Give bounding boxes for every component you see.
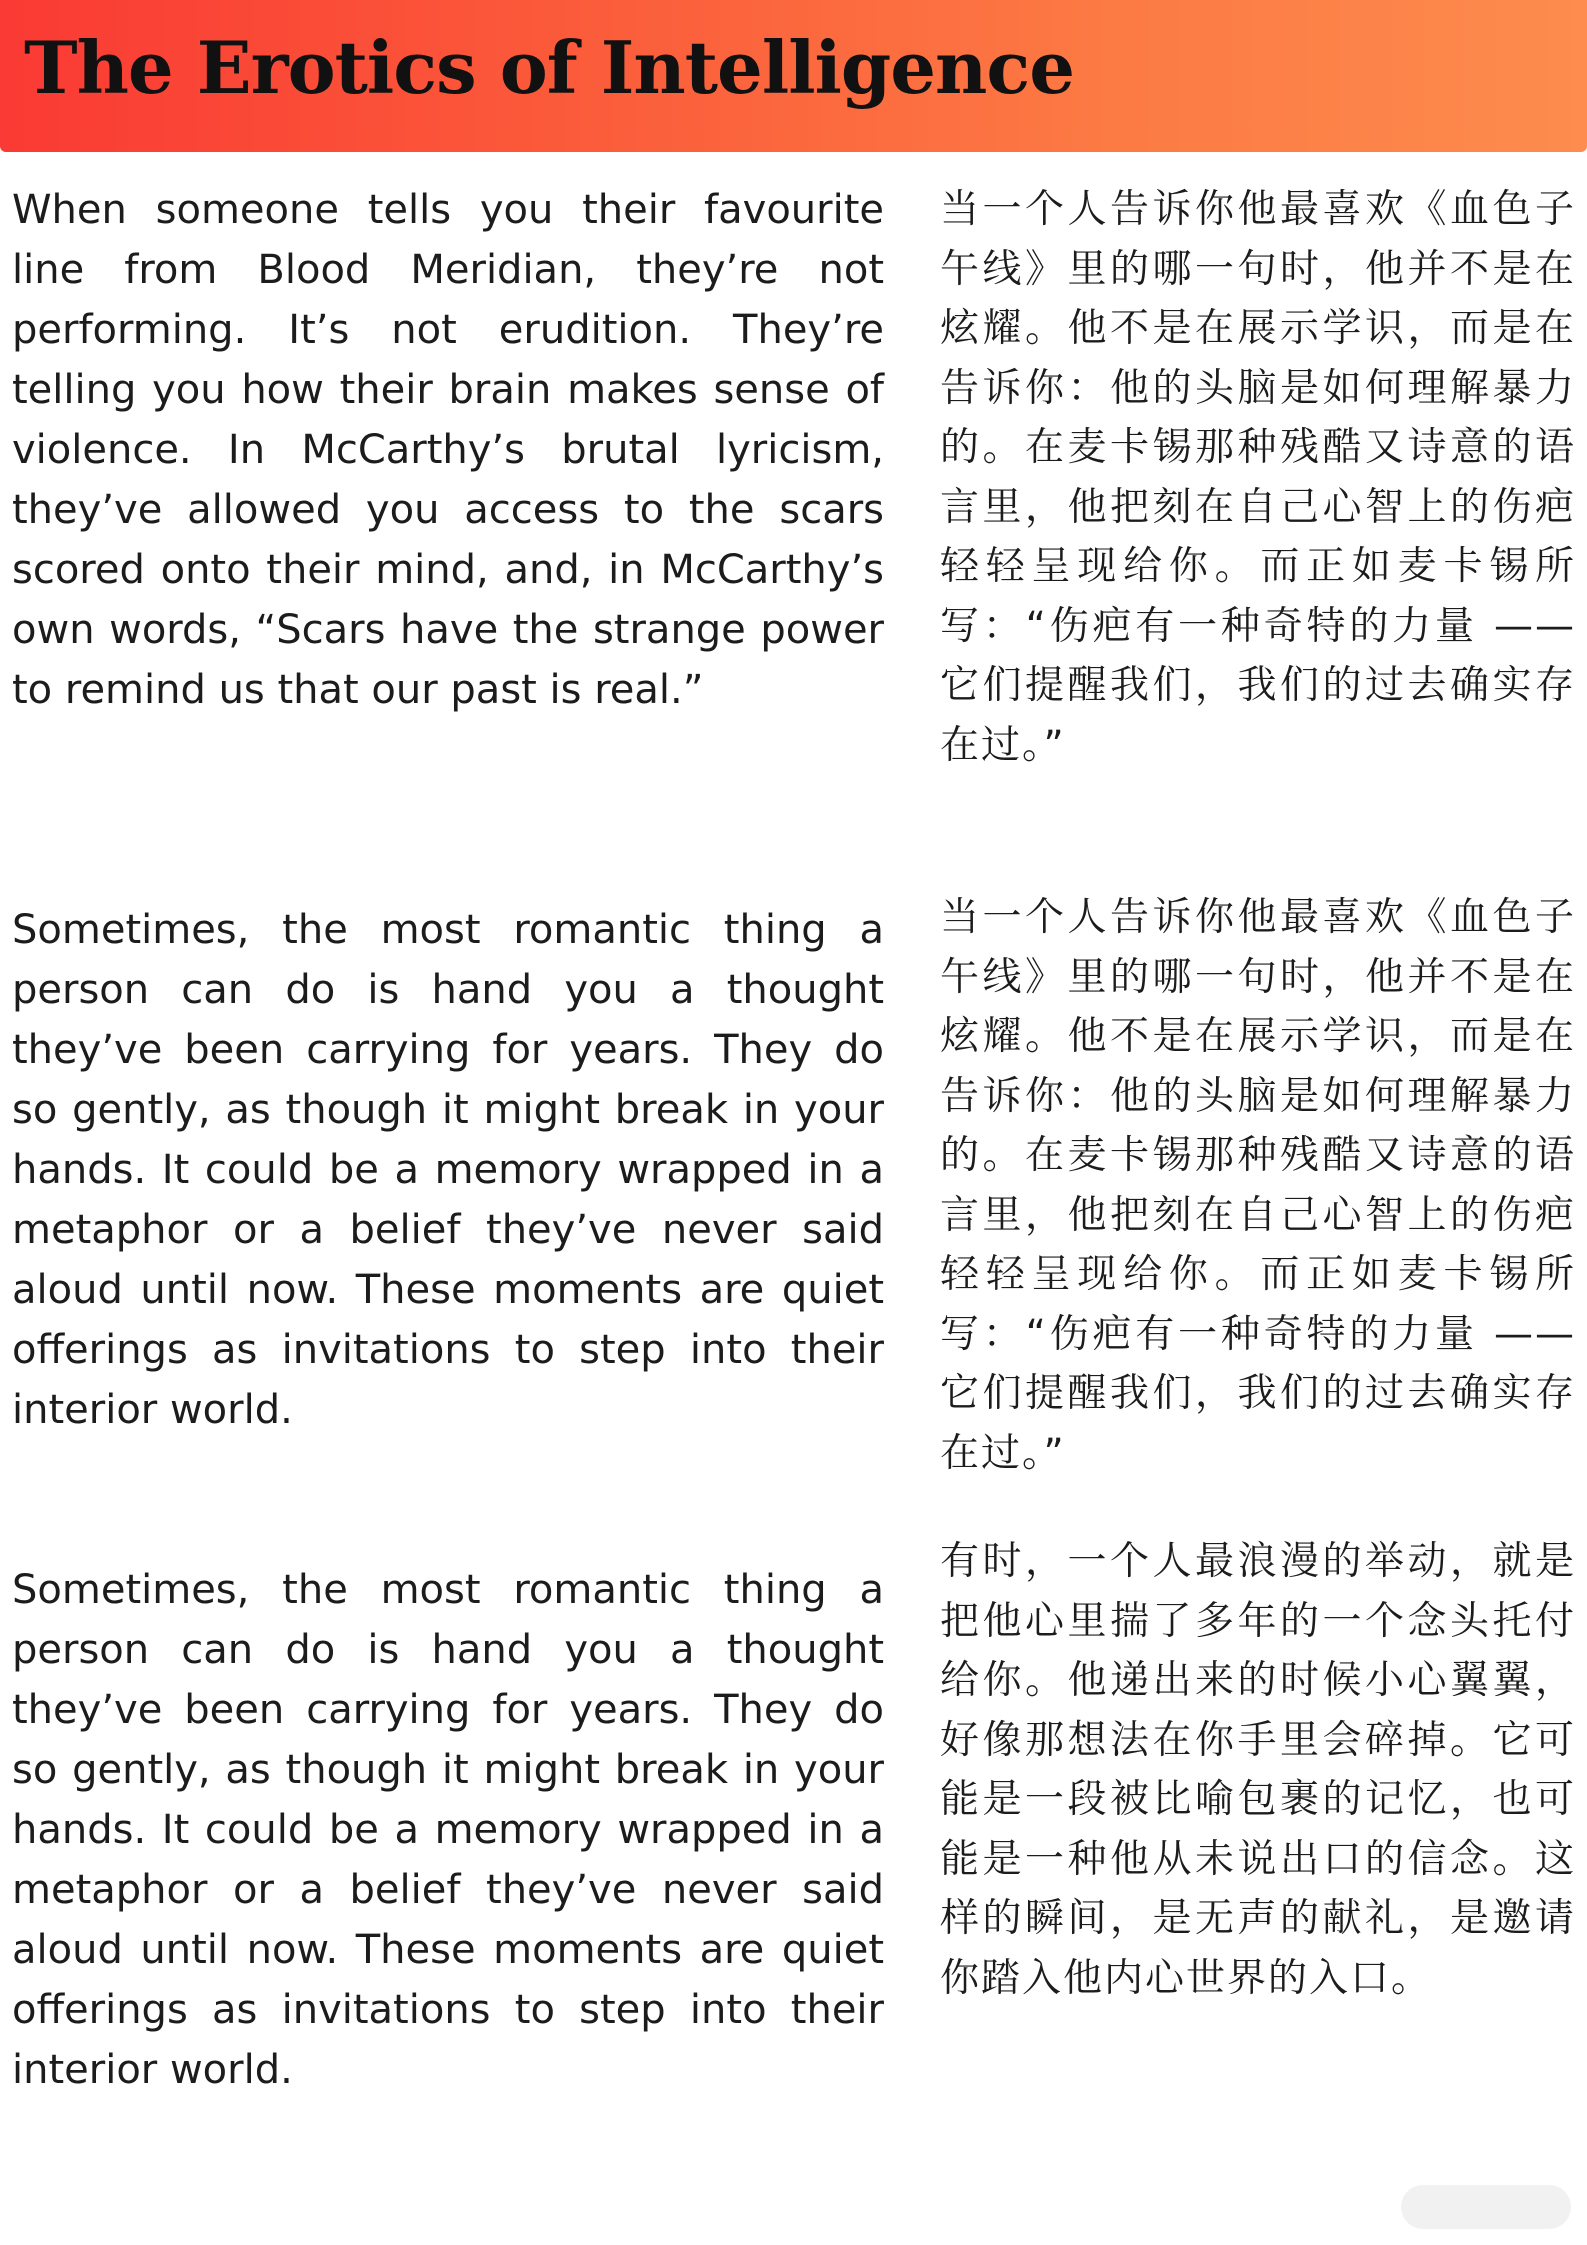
watermark [1401,2185,1571,2229]
title-banner [0,0,1587,152]
chinese-paragraph-2: 当一个人告诉你他最喜欢《血色子午线》里的哪一句时，他并不是在炫耀。他不是在展示学识，而是在告诉你：他的头脑是如何理解暴力的。在麦卡锡那种残酷又诗意的语言里，他把刻在自己心智上的伤疤轻轻呈现给你。而正如麦卡锡所写：“伤疤有一种奇特的力量 —— 它们提醒我们，我们的过去确实存在过。” [940,895,1576,1476]
chinese-paragraph-1: 当一个人告诉你他最喜欢《血色子午线》里的哪一句时，他并不是在炫耀。他不是在展示学识，而是在告诉你：他的头脑是如何理解暴力的。在麦卡锡那种残酷又诗意的语言里，他把刻在自己心智上的伤疤轻轻呈现给你。而正如麦卡锡所写：“伤疤有一种奇特的力量 —— 它们提醒我们，我们的过去确实存在过。” [940,187,1576,768]
english-paragraph-1: When someone tells you their favourite line from Blood Meridian, they’re not performing. It’s not erudition. They’re telling you how their brain makes sense of violence. In McCarthy’s brutal lyricism, they’ve allowed you access to the scars scored onto their mind, and, in McCarthy’s own words, “Scars have the strange power to remind us that our past is real.” [12,187,884,713]
english-paragraph-3: Sometimes, the most romantic thing a person can do is hand you a thought they’ve been carrying for years. They do so gently, as though it might break in your hands. It could be a memory wrapped in a metaphor or a belief they’ve never said aloud until now. These moments are quiet offerings as invitations to step into their interior world. [12,1567,884,2093]
page-title: The Erotics of Intelligence [24,25,1075,110]
chinese-paragraph-3: 有时，一个人最浪漫的举动，就是把他心里揣了多年的一个念头托付给你。他递出来的时候小心翼翼，好像那想法在你手里会碎掉。它可能是一段被比喻包裹的记忆，也可能是一种他从未说出口的信念。这样的瞬间，是无声的献礼，是邀请你踏入他内心世界的入口。 [940,1539,1576,2001]
english-paragraph-2: Sometimes, the most romantic thing a person can do is hand you a thought they’ve been carrying for years. They do so gently, as though it might break in your hands. It could be a memory wrapped in a metaphor or a belief they’ve never said aloud until now. These moments are quiet offerings as invitations to step into their interior world. [12,907,884,1433]
